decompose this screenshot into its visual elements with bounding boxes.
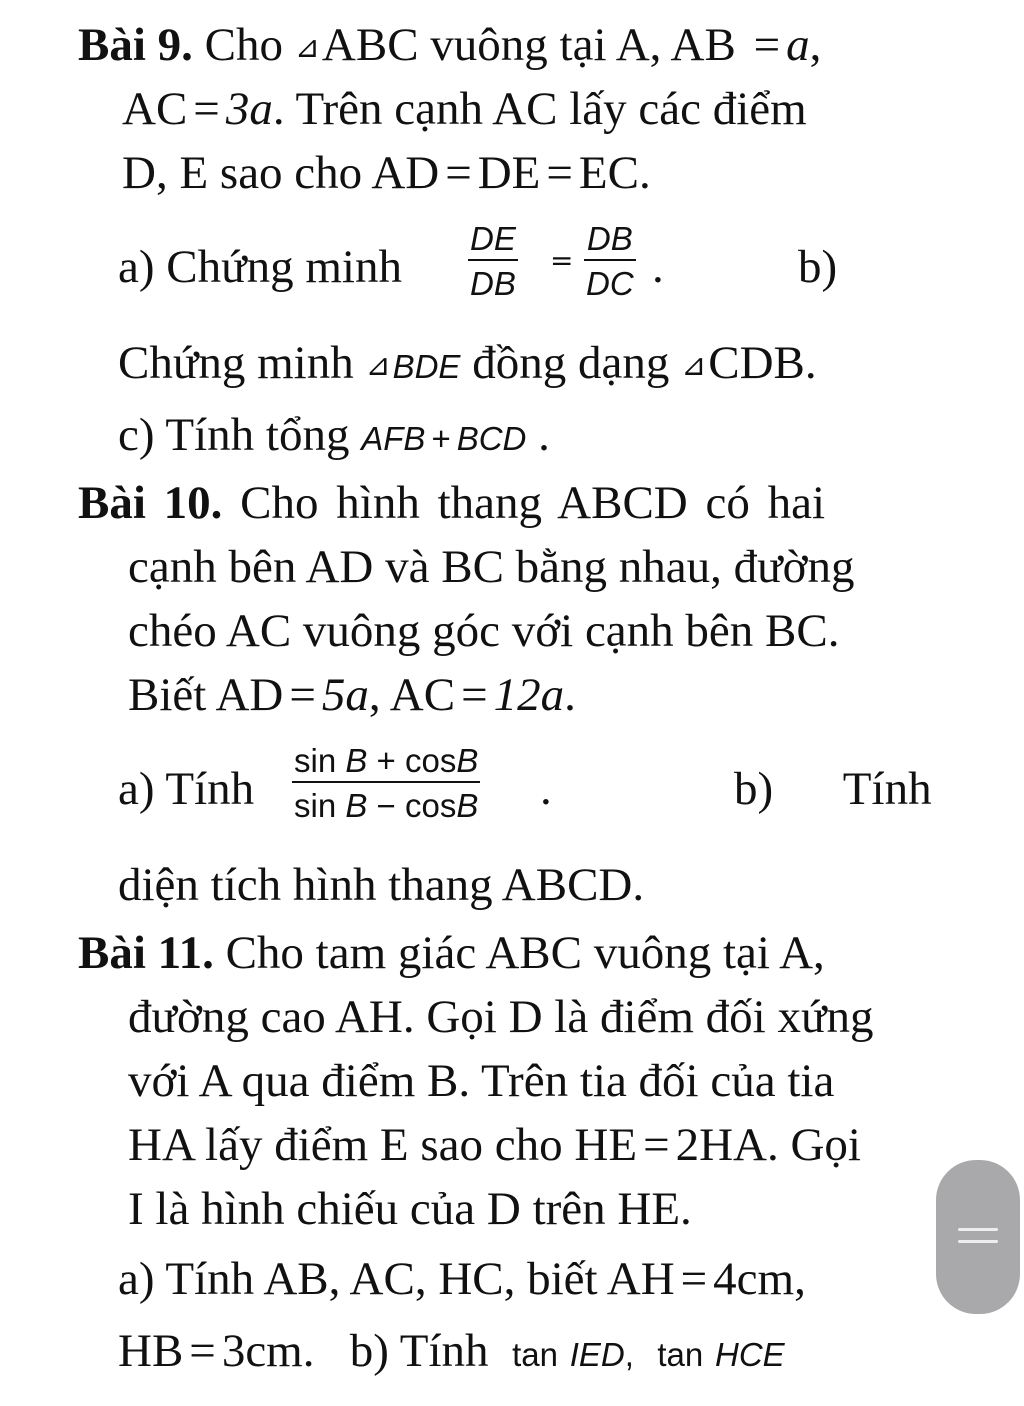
bai10-fraction: $\frac{\text{sin B + cosB}}{\text{sin B − cosB}}$ bbox=[294, 742, 479, 824]
triangle-symbol: ⊿ bbox=[294, 30, 320, 65]
bai10-title: Bài 10. bbox=[78, 477, 223, 529]
bai11-title: Bài 11. bbox=[78, 927, 214, 979]
bai11-line3: với A qua điểm B. Trên tia đối của tia bbox=[128, 1055, 835, 1107]
grip-line-icon bbox=[958, 1228, 998, 1231]
bai11-line1: Bài 11. Cho tam giác ABC vuông tại A, bbox=[78, 927, 825, 979]
bai9-equals: = bbox=[550, 244, 574, 277]
bai11-line4: HA lấy điểm E sao cho HE = 2HA. Gọi bbox=[128, 1119, 861, 1171]
bai9-fraction-2: $\frac{DB}{DC}$ bbox=[586, 220, 634, 302]
bai10-line6: diện tích hình thang ABCD. bbox=[118, 859, 645, 911]
bai9-fraction-1: $\frac{DE}{DB}$ bbox=[470, 220, 516, 302]
bai10-line3: chéo AC vuông góc với cạnh bên BC. bbox=[128, 605, 840, 657]
bai9-line2: AC = 3a. Trên cạnh AC lấy các điểm bbox=[122, 83, 807, 135]
bai9-line6: c) Tính tổng AFB + BCD . bbox=[118, 409, 550, 461]
scroll-handle[interactable] bbox=[936, 1160, 1020, 1314]
bai10-part-b-label: b) Tính bbox=[734, 763, 932, 815]
bai11-line2: đường cao AH. Gọi D là điểm đối xứng bbox=[128, 991, 874, 1043]
bai10-line2: cạnh bên AD và BC bằng nhau, đường bbox=[128, 541, 855, 593]
bai9-line5: Chứng minh ⊿BDE đồng dạng ⊿CDB. bbox=[118, 337, 817, 389]
bai9-line1: Bài 9. Cho ⊿ABC vuông tại A, AB = a, bbox=[78, 19, 822, 71]
grip-line-icon bbox=[958, 1240, 998, 1243]
bai10-part-a-label: a) Tính bbox=[118, 763, 255, 815]
bai9-part-a-label: a) Chứng minh bbox=[118, 241, 402, 293]
bai10-line4: Biết AD = 5a, AC = 12a. bbox=[128, 669, 576, 721]
bai9-line3: D, E sao cho AD = DE = EC. bbox=[122, 147, 651, 199]
bai9-part-b-label: b) bbox=[798, 241, 838, 293]
bai11-line7: HB = 3cm. b) Tính tan IED, tan HCE bbox=[118, 1325, 785, 1377]
bai11-line5: I là hình chiếu của D trên HE. bbox=[128, 1183, 692, 1235]
bai10-line1: Bài 10. Cho hình thang ABCD có hai bbox=[78, 477, 826, 529]
bai11-line6: a) Tính AB, AC, HC, biết AH = 4cm, bbox=[118, 1253, 806, 1305]
bai9-title: Bài 9. bbox=[78, 19, 193, 71]
